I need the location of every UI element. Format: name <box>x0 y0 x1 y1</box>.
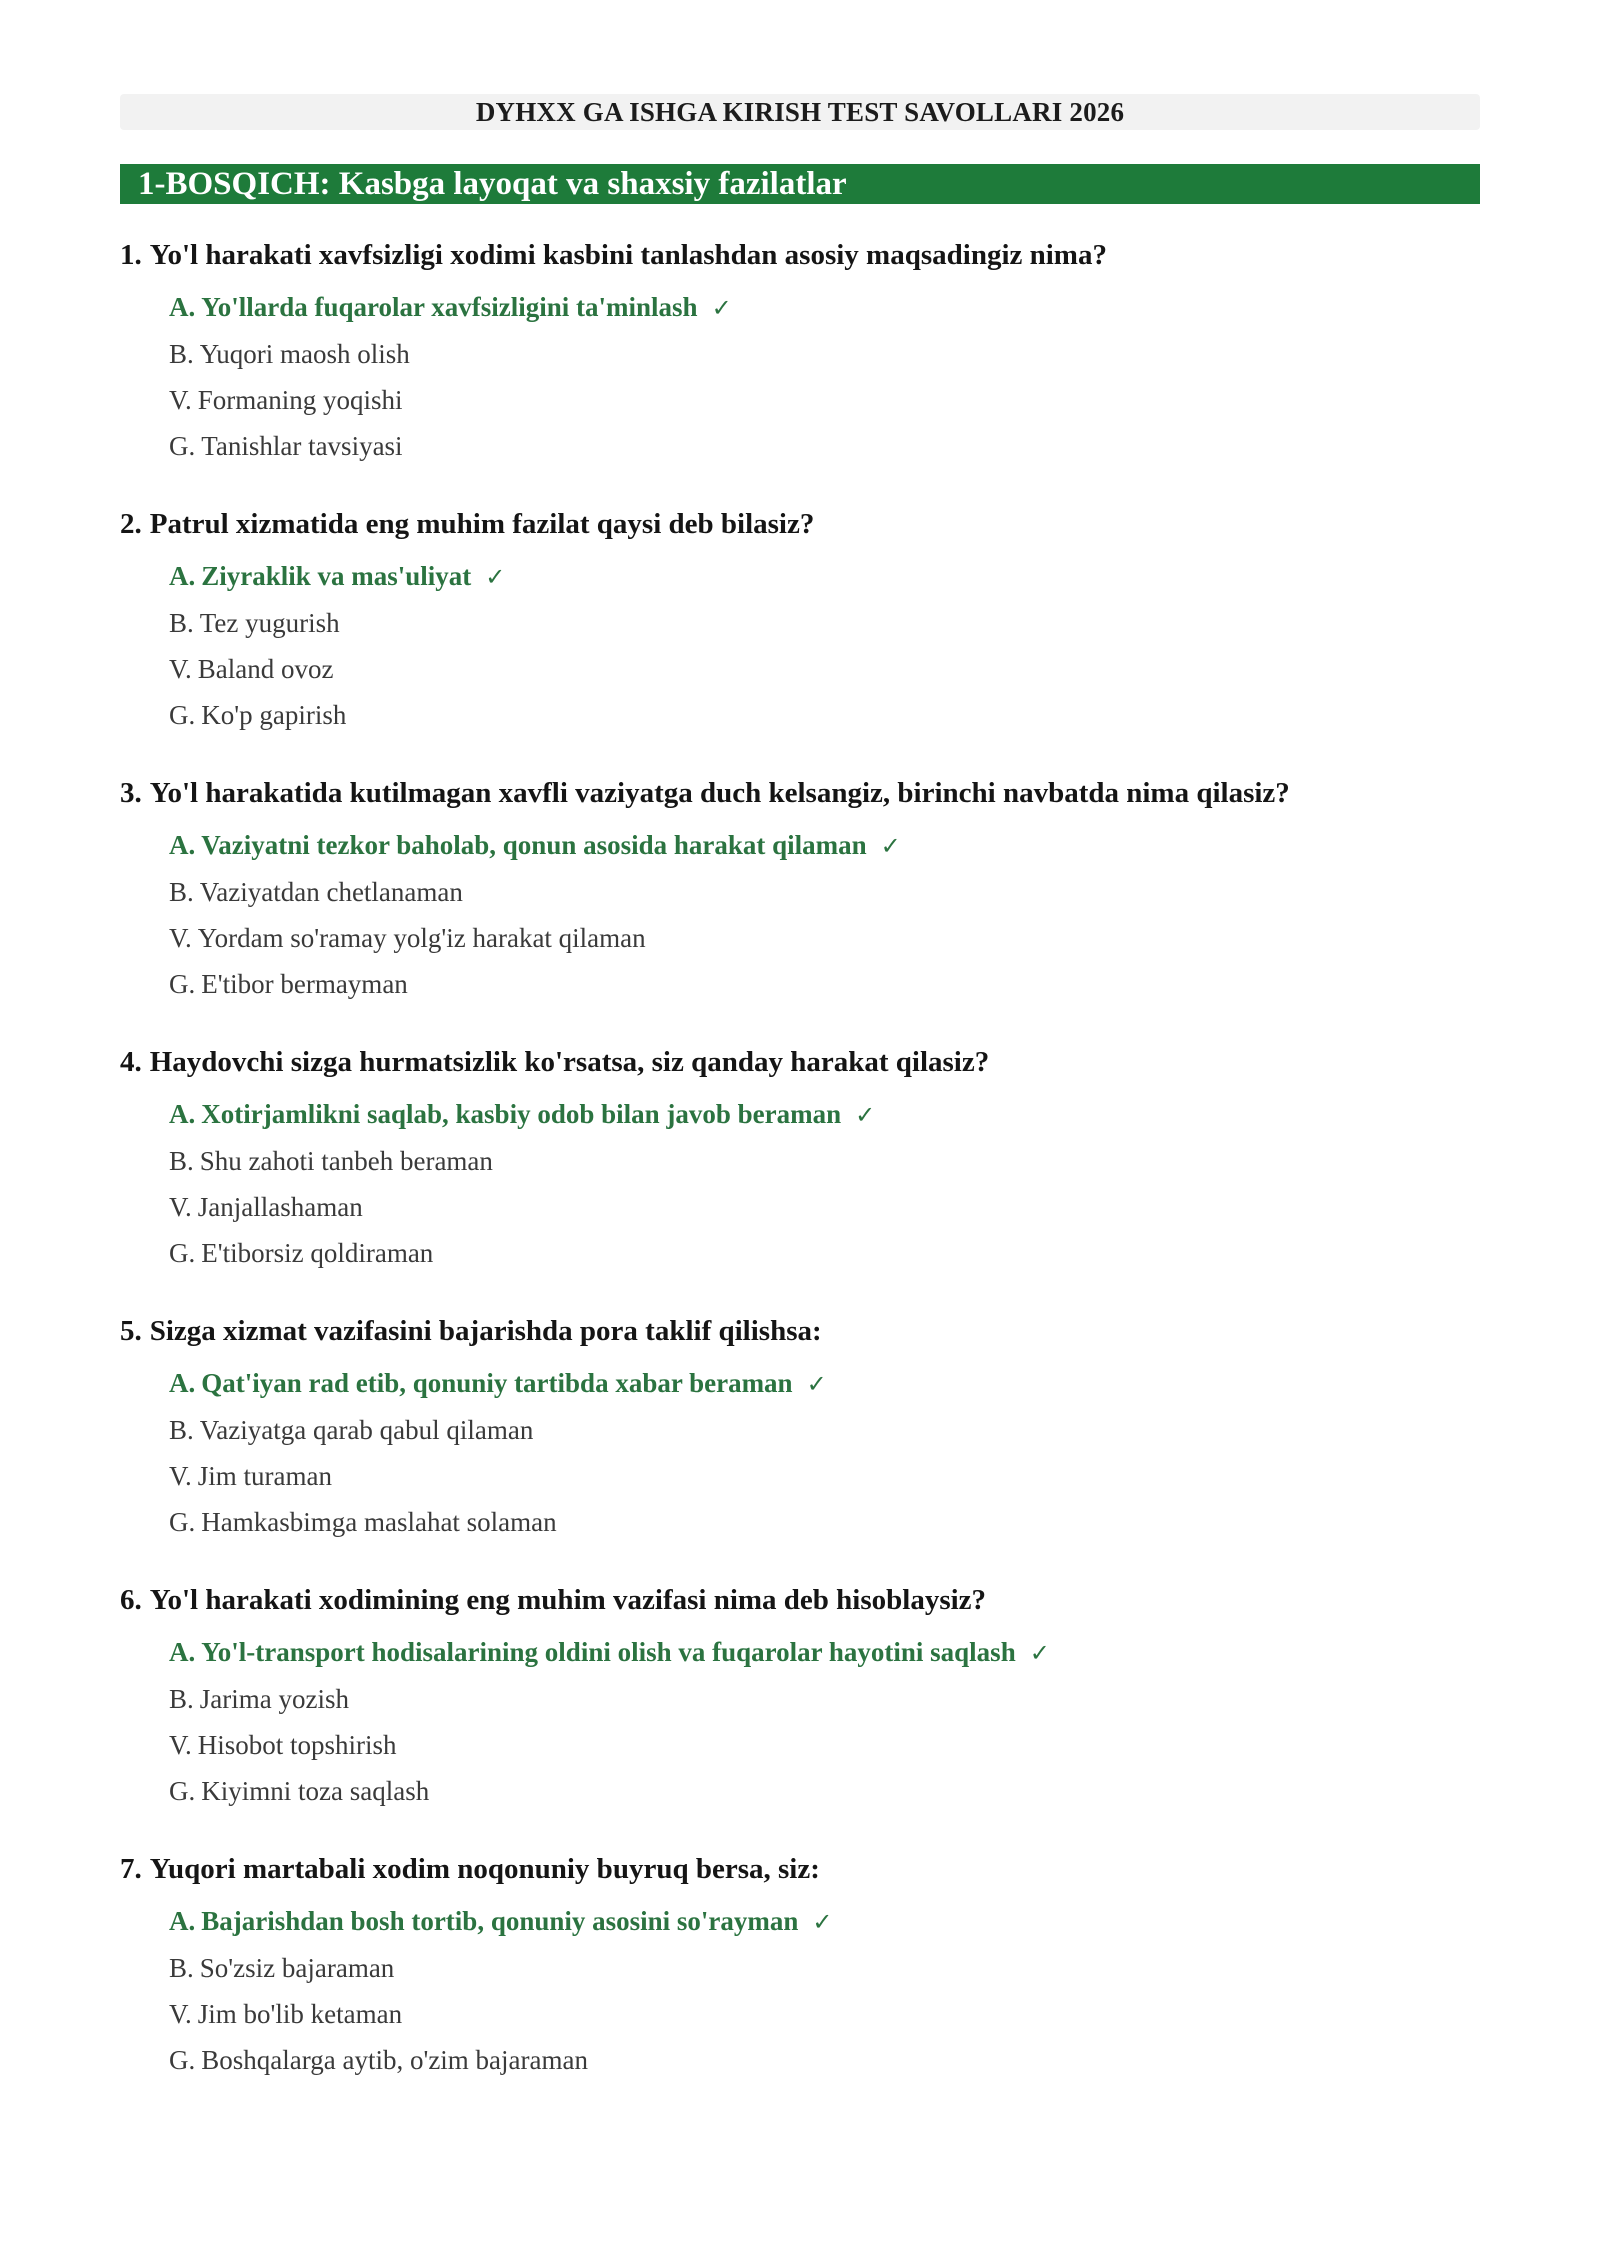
option-text: Tez yugurish <box>199 608 340 638</box>
option-letter: B. <box>169 1684 194 1714</box>
question-list <box>120 236 1480 2083</box>
question-number: 4. <box>120 1046 142 1078</box>
answer-options <box>120 1360 1480 1545</box>
question-text <box>120 1850 1480 1888</box>
answer-options <box>120 1898 1480 2083</box>
option-text: Kiyimni toza saqlash <box>201 1776 430 1806</box>
option-text: Ziyraklik va mas'uliyat <box>201 561 472 591</box>
question-text <box>120 236 1480 274</box>
option-text: E'tibor bermayman <box>201 969 408 999</box>
question-number: 5. <box>120 1315 142 1347</box>
option-text: Jim bo'lib ketaman <box>197 1999 403 2029</box>
option-text: Yo'l-transport hodisalarining oldini olish va fuqarolar hayotini saqlash <box>201 1637 1016 1667</box>
answer-option <box>169 423 1480 469</box>
option-letter: V. <box>169 1730 192 1760</box>
checkmark-icon: ✓ <box>806 1370 827 1398</box>
option-text: Boshqalarga aytib, o'zim bajaraman <box>201 2045 588 2075</box>
question-label: Yuqori martabali xodim noqonuniy buyruq bersa, siz: <box>149 1853 820 1885</box>
answer-option <box>169 1407 1480 1453</box>
option-letter: G. <box>169 969 196 999</box>
question-text <box>120 774 1480 812</box>
answer-options <box>120 284 1480 469</box>
option-letter: G. <box>169 1238 196 1268</box>
option-text: Yo'llarda fuqarolar xavfsizligini ta'minlash <box>201 292 698 322</box>
option-letter: V. <box>169 1461 192 1491</box>
option-text: Baland ovoz <box>197 654 334 684</box>
option-text: Jarima yozish <box>199 1684 349 1714</box>
option-letter: A. <box>169 292 196 322</box>
question-block <box>120 1043 1480 1276</box>
question-block <box>120 1581 1480 1814</box>
answer-options <box>120 822 1480 1007</box>
answer-option <box>169 1499 1480 1545</box>
option-letter: G. <box>169 700 196 730</box>
correct-answer-option <box>169 1360 1480 1407</box>
option-letter: A. <box>169 1637 196 1667</box>
option-text: Vaziyatni tezkor baholab, qonun asosida harakat qilaman <box>201 830 867 860</box>
option-letter: G. <box>169 1776 196 1806</box>
option-letter: B. <box>169 1415 194 1445</box>
section-banner: 1-BOSQICH: Kasbga layoqat va shaxsiy fazilatlar <box>120 164 1480 204</box>
answer-option <box>169 646 1480 692</box>
correct-answer-option <box>169 1629 1480 1676</box>
option-letter: G. <box>169 431 196 461</box>
question-label: Sizga xizmat vazifasini bajarishda pora taklif qilishsa: <box>149 1315 822 1347</box>
answer-option <box>169 692 1480 738</box>
answer-option <box>169 377 1480 423</box>
answer-options <box>120 1629 1480 1814</box>
option-letter: A. <box>169 1099 196 1129</box>
option-text: Shu zahoti tanbeh beraman <box>199 1146 493 1176</box>
option-text: Xotirjamlikni saqlab, kasbiy odob bilan javob beraman <box>201 1099 842 1129</box>
option-text: Tanishlar tavsiyasi <box>201 431 403 461</box>
option-text: Formaning yoqishi <box>197 385 403 415</box>
option-text: Qat'iyan rad etib, qonuniy tartibda xabar beraman <box>201 1368 793 1398</box>
option-text: Vaziyatdan chetlanaman <box>199 877 463 907</box>
option-letter: B. <box>169 339 194 369</box>
answer-option <box>169 1453 1480 1499</box>
option-text: Ko'p gapirish <box>201 700 347 730</box>
option-text: Hamkasbimga maslahat solaman <box>201 1507 557 1537</box>
option-letter: V. <box>169 385 192 415</box>
question-block <box>120 236 1480 469</box>
question-label: Patrul xizmatida eng muhim fazilat qaysi deb bilasiz? <box>149 508 815 540</box>
question-text <box>120 1581 1480 1619</box>
question-block <box>120 1850 1480 2083</box>
question-block <box>120 505 1480 738</box>
question-label: Haydovchi sizga hurmatsizlik ko'rsatsa, siz qanday harakat qilasiz? <box>149 1046 990 1078</box>
question-label: Yo'l harakati xodimining eng muhim vazifasi nima deb hisoblaysiz? <box>149 1584 987 1616</box>
checkmark-icon: ✓ <box>855 1101 876 1129</box>
correct-answer-option <box>169 822 1480 869</box>
answer-option <box>169 1991 1480 2037</box>
option-text: Yordam so'ramay yolg'iz harakat qilaman <box>197 923 646 953</box>
question-label: Yo'l harakatida kutilmagan xavfli vaziyatga duch kelsangiz, birinchi navbatda nima qilasiz? <box>149 777 1290 809</box>
option-text: E'tiborsiz qoldiraman <box>201 1238 434 1268</box>
answer-option <box>169 1138 1480 1184</box>
option-letter: A. <box>169 1906 196 1936</box>
answer-option <box>169 600 1480 646</box>
option-letter: G. <box>169 2045 196 2075</box>
option-text: Yuqori maosh olish <box>199 339 410 369</box>
option-letter: B. <box>169 1953 194 1983</box>
option-text: Hisobot topshirish <box>197 1730 397 1760</box>
question-label: Yo'l harakati xavfsizligi xodimi kasbini tanlashdan asosiy maqsadingiz nima? <box>149 239 1107 271</box>
question-text <box>120 1043 1480 1081</box>
document-title: DYHXX GA ISHGA KIRISH TEST SAVOLLARI 2026 <box>120 94 1480 130</box>
question-text <box>120 1312 1480 1350</box>
answer-option <box>169 1768 1480 1814</box>
option-letter: B. <box>169 608 194 638</box>
option-text: Bajarishdan bosh tortib, qonuniy asosini so'rayman <box>201 1906 799 1936</box>
correct-answer-option <box>169 1898 1480 1945</box>
checkmark-icon: ✓ <box>711 294 732 322</box>
correct-answer-option <box>169 1091 1480 1138</box>
option-text: Vaziyatga qarab qabul qilaman <box>199 1415 534 1445</box>
question-block <box>120 774 1480 1007</box>
correct-answer-option <box>169 284 1480 331</box>
question-text <box>120 505 1480 543</box>
option-letter: A. <box>169 830 196 860</box>
option-letter: V. <box>169 923 192 953</box>
answer-option <box>169 1184 1480 1230</box>
answer-options <box>120 553 1480 738</box>
answer-option <box>169 2037 1480 2083</box>
answer-option <box>169 915 1480 961</box>
question-number: 3. <box>120 777 142 809</box>
option-text: Janjallashaman <box>197 1192 363 1222</box>
option-letter: B. <box>169 877 194 907</box>
option-letter: V. <box>169 1192 192 1222</box>
answer-option <box>169 1676 1480 1722</box>
answer-option <box>169 961 1480 1007</box>
answer-options <box>120 1091 1480 1276</box>
question-number: 6. <box>120 1584 142 1616</box>
checkmark-icon: ✓ <box>485 563 506 591</box>
option-text: Jim turaman <box>197 1461 333 1491</box>
option-letter: B. <box>169 1146 194 1176</box>
option-letter: A. <box>169 1368 196 1398</box>
answer-option <box>169 331 1480 377</box>
option-text: So'zsiz bajaraman <box>199 1953 395 1983</box>
option-letter: V. <box>169 654 192 684</box>
question-number: 1. <box>120 239 142 271</box>
correct-answer-option <box>169 553 1480 600</box>
answer-option <box>169 1722 1480 1768</box>
option-letter: A. <box>169 561 196 591</box>
question-number: 2. <box>120 508 142 540</box>
checkmark-icon: ✓ <box>880 832 901 860</box>
option-letter: G. <box>169 1507 196 1537</box>
question-number: 7. <box>120 1853 142 1885</box>
answer-option <box>169 1230 1480 1276</box>
answer-option <box>169 1945 1480 1991</box>
question-block <box>120 1312 1480 1545</box>
checkmark-icon: ✓ <box>812 1908 833 1936</box>
option-letter: V. <box>169 1999 192 2029</box>
answer-option <box>169 869 1480 915</box>
checkmark-icon: ✓ <box>1029 1639 1050 1667</box>
